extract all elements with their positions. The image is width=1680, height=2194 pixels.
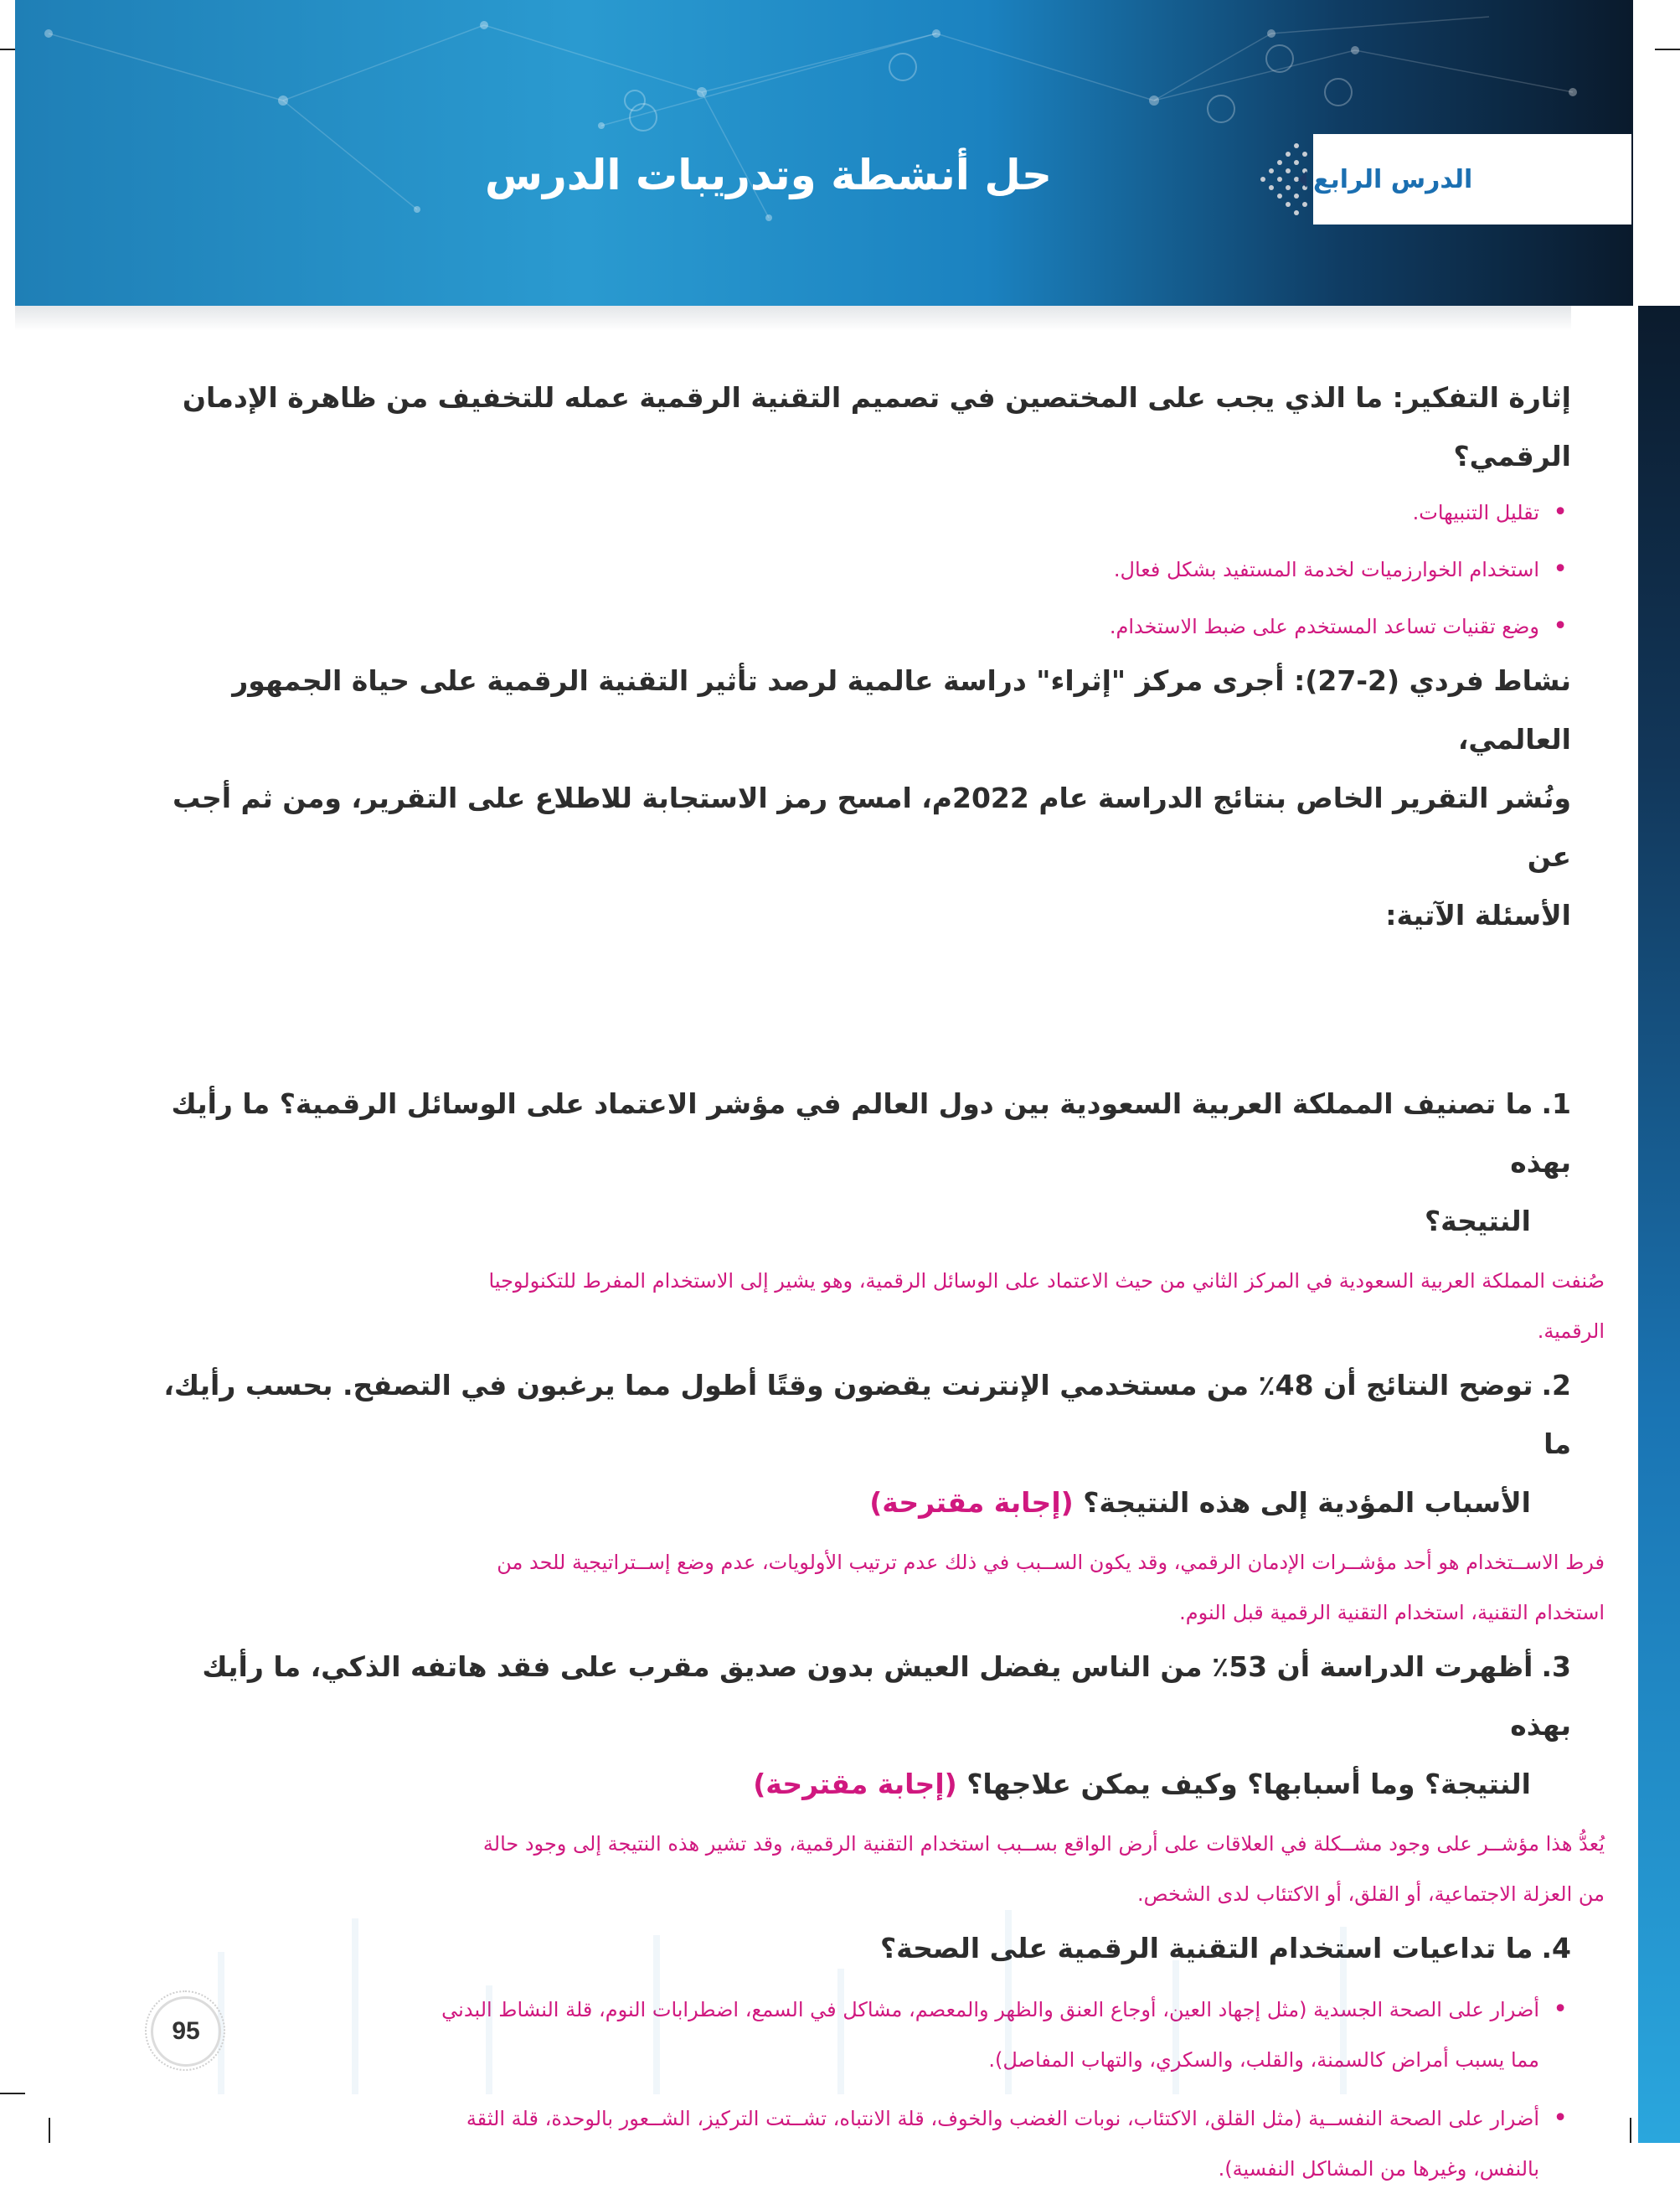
page-number: 95 <box>151 1996 221 2067</box>
answer-line: فرط الاســتخدام هو أحد مؤشــرات الإدمان الرقمي، وقد يكون الســبب في ذلك عدم ترتيب الأولويات، عدم وضع إســتراتيجية للحد من <box>497 1551 1605 1574</box>
answer-line: الرقمية. <box>1537 1319 1605 1343</box>
question-number: 2. <box>1541 1369 1571 1402</box>
activity-section <box>134 652 1571 945</box>
answer-line: صُنفت المملكة العربية السعودية في المركز الثاني من حيث الاعتماد على الوسائل الرقمية، وهو يشير إلى الاستخدام المفرط للتكنولوجيا <box>488 1269 1605 1293</box>
answer-text <box>134 1256 1605 1356</box>
activity-line: ونُشر التقرير الخاص بنتائج الدراسة عام 2022م، امسح رمز الاستجابة للاطلاع على التقرير، ومن ثم أجب عن <box>173 782 1571 873</box>
question-number: 3. <box>1541 1650 1571 1683</box>
question-1 <box>134 1075 1605 1356</box>
answer-item: • استخدام الخوارزميات لخدمة المستفيد بشكل فعال. <box>134 545 1571 595</box>
question-line: توضح النتائج أن 48٪ من مستخدمي الإنترنت يقضون وقتًا أطول مما يرغبون في التصفح. بحسب رأيك، ما <box>163 1369 1571 1460</box>
answer-item <box>134 2093 1571 2194</box>
side-bar-decoration <box>1638 306 1680 2143</box>
question-line: ما تداعيات استخدام التقنية الرقمية على الصحة؟ <box>879 1932 1533 1964</box>
dotted-pattern-icon <box>1255 134 1313 225</box>
answer-line: أضرار على الصحة النفســية (مثل القلق، الاكتئاب، نوبات الغضب والخوف، قلة الانتباه، تشــتت التركيز، الشــعور بالوحدة، قلة الثقة <box>466 2107 1539 2130</box>
thinking-question-line: الرقمي؟ <box>1453 440 1571 472</box>
question-line: أظهرت الدراسة أن 53٪ من الناس يفضل العيش بدون صديق مقرب على فقد هاتفه الذكي، ما رأيك بهذه <box>202 1650 1571 1742</box>
question-3 <box>134 1638 1605 1919</box>
thinking-answers <box>134 488 1571 652</box>
activity-text <box>134 652 1571 945</box>
question-text <box>134 1075 1571 1251</box>
lesson-label: الدرس الرابع <box>1313 164 1473 194</box>
answer-line: من العزلة الاجتماعية، أو القلق، أو الاكتئاب لدى الشخص. <box>1136 1882 1605 1906</box>
answer-line: أضرار على الصحة الجسدية (مثل إجهاد العين، أوجاع العنق والظهر والمعصم، مشاكل في السمع، اضطرابات النوم، قلة النشاط البدني <box>441 1998 1539 2021</box>
lesson-tab <box>1313 134 1631 225</box>
crop-mark <box>1630 2118 1631 2143</box>
activity-line: الأسئلة الآتية: <box>1385 899 1571 932</box>
answer-item: • تقليل التنبيهات. <box>134 488 1571 538</box>
answer-line: مما يسبب أمراض كالسمنة، والقلب، والسكري، والتهاب المفاصل). <box>988 2048 1539 2072</box>
crop-mark <box>49 2118 50 2143</box>
question-2 <box>134 1356 1605 1638</box>
thinking-section <box>134 369 1571 652</box>
question-line: النتيجة؟ <box>1424 1205 1531 1237</box>
background-pattern <box>134 1885 1558 2094</box>
question-number: 1. <box>1541 1087 1571 1120</box>
thinking-question-line: إثارة التفكير: ما الذي يجب على المختصين في تصميم التقنية الرقمية عمله للتخفيف من ظاهرة الإدمان <box>182 381 1571 414</box>
question-line: ما تصنيف المملكة العربية السعودية بين دول العالم في مؤشر الاعتماد على الوسائل الرقمية؟ ما رأيك بهذه <box>171 1087 1571 1179</box>
answer-text <box>134 1537 1605 1638</box>
thinking-question <box>134 369 1571 486</box>
crop-mark <box>1655 49 1680 50</box>
answer-item: • وضع تقنيات تساعد المستخدم على ضبط الاستخدام. <box>134 601 1571 652</box>
answer-line: يُعدُّ هذا مؤشــر على وجود مشــكلة في العلاقات على أرض الواقع بســبب استخدام التقنية الرقمية، وقد تشير هذه النتيجة إلى وجود حالة <box>482 1832 1605 1856</box>
question-number: 4. <box>1541 1932 1571 1964</box>
activity-line: نشاط فردي (2-27): أجرى مركز "إثراء" دراسة عالمية لرصد تأثير التقنية الرقمية على حياة الجمهور العالمي، <box>232 664 1571 756</box>
question-line: النتيجة؟ وما أسبابها؟ وكيف يمكن علاجها؟ <box>966 1768 1531 1800</box>
page-title: حل أنشطة وتدريبات الدرس <box>484 151 1052 199</box>
suggested-answer-label: (إجابة مقترحة) <box>753 1768 957 1800</box>
question-text <box>134 1638 1571 1814</box>
answer-line: استخدام التقنية، استخدام التقنية الرقمية قبل النوم. <box>1179 1601 1605 1624</box>
answer-line: بالنفس، وغيرها من المشاكل النفسية). <box>1218 2157 1539 2181</box>
question-text <box>134 1356 1571 1532</box>
suggested-answer-label: (إجابة مقترحة) <box>869 1486 1074 1519</box>
question-line: الأسباب المؤدية إلى هذه النتيجة؟ <box>1083 1486 1531 1519</box>
content-shadow <box>15 306 1571 331</box>
crop-mark <box>0 2093 25 2094</box>
